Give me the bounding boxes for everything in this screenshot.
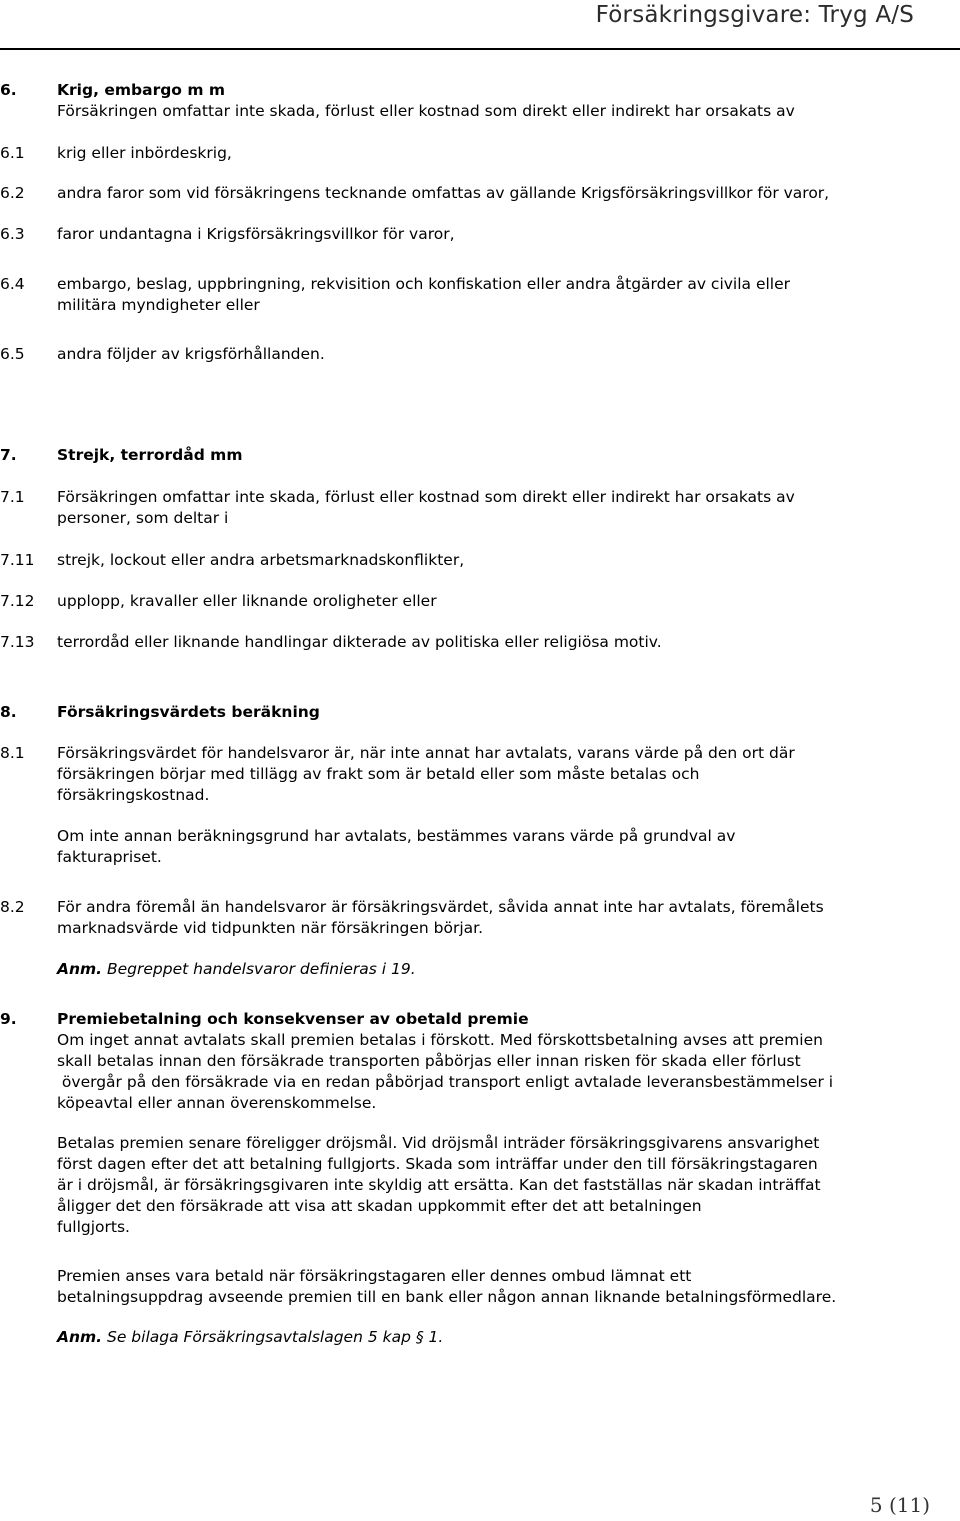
section-number: 8.	[0, 703, 17, 721]
section-title: Försäkringsvärdets beräkning	[57, 703, 320, 721]
header-rule	[0, 48, 960, 50]
note-text: Begreppet handelsvaror definieras i 19.	[102, 960, 416, 978]
section-title: Premiebetalning och konsekvenser av obetald premie	[57, 1010, 529, 1028]
section-number: 9.	[0, 1010, 17, 1028]
note-label: Anm.	[57, 1328, 103, 1346]
section-title: Krig, embargo m m	[57, 81, 226, 99]
section-number: 7.	[0, 446, 17, 464]
section-title: Strejk, terrordåd mm	[57, 446, 243, 464]
document-header-title: Försäkringsgivare: Tryg A/S	[595, 2, 914, 28]
note-label: Anm.	[57, 960, 103, 978]
note-text: Se bilaga Försäkringsavtalslagen 5 kap § 1.	[102, 1328, 444, 1346]
page-number: 5 (11)	[869, 1493, 930, 1517]
section-number: 6.	[0, 81, 17, 99]
